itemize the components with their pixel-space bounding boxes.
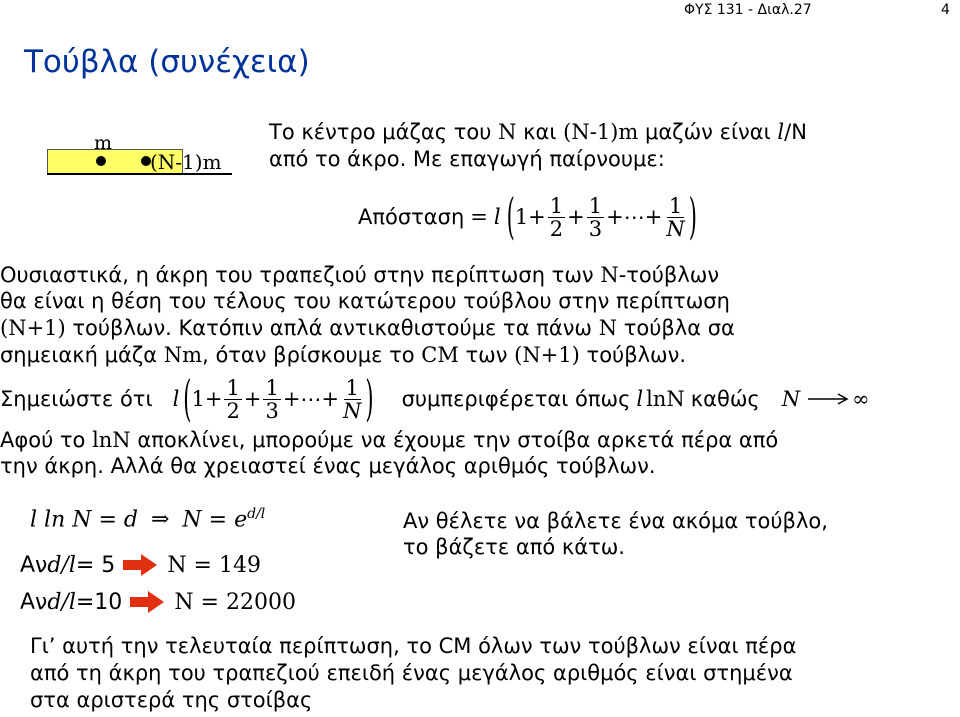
paragraph-line-2: θα είναι η θέση του τέλους του κατώτερου τούβλου στην περίπτωση (0, 289, 730, 313)
intro-line-2: από το άκρο. Με επαγωγή παίρνουμε: (269, 147, 665, 171)
page-number: 4 (941, 2, 950, 18)
paragraph-line-3: (N+1) τούβλων. Κατόπιν απλά αντικαθιστούμε τα πάνω N τούβλα σα (0, 316, 735, 340)
conclusion-line-3: στα αριστερά της στοίβας (30, 688, 313, 712)
side-note-line-2: το βάζετε από κάτω. (403, 535, 625, 559)
distance-equation: Απόσταση = l ( 1+ $\frac{1}{2}$ + $\frac{1}{3}$ +⋯+ $\frac{1}{N}$ ) (358, 189, 697, 245)
paragraph-line-1: Ουσιαστικά, η άκρη του τραπεζιού στην περίπτωση των N-τούβλων (0, 263, 720, 287)
course-header: ΦΥΣ 131 - Διαλ.27 (684, 2, 812, 18)
diverge-line-1: Αφού το lnN αποκλίνει, μπορούμε να έχουμε την στοίβα αρκετά πέρα από (0, 428, 779, 452)
side-note-line-1: Αν θέλετε να βάλετε ένα ακόμα τούβλο, (403, 509, 828, 533)
example-row-2: Αν d/l =10 N = 22000 (20, 589, 296, 615)
diverge-line-2: την άκρη. Αλλά θα χρειαστεί ένας μεγάλος αριθμός τούβλων. (0, 454, 656, 478)
conclusion-line-2: από τη άκρη του τραπεζιού επειδή ένας μεγάλος αριθμός είναι στημένα (30, 661, 793, 685)
intro-line-1: Το κέντρο μάζας του N και (N-1)m μαζών είναι l/N (269, 120, 807, 144)
point-mass-m-dot (96, 156, 106, 166)
red-arrow-icon (128, 589, 168, 615)
label-m: m (94, 132, 113, 154)
example-row-1: Αν d/l = 5 N = 149 (20, 552, 261, 578)
right-arrow-icon (806, 392, 850, 406)
ln-formula: l ln N = d ⇒ $N = e^{d/l}$ (30, 506, 266, 533)
note-line: Σημειώστε ότι l ( 1+ $\frac{1}{2}$ + $\frac{1}{3}$ +⋯+ $\frac{1}{N}$ ) συμπεριφέρεται όπως l lnN καθώς N ∞ (0, 371, 870, 427)
label-n1m: (N-1)m (150, 150, 222, 174)
red-arrow-icon (121, 552, 161, 578)
page-title: Τούβλα (συνέχεια) (24, 44, 310, 80)
conclusion-line-1: Γι’ αυτή την τελευταία περίπτωση, το CM όλων των τούβλων είναι πέρα (30, 634, 797, 658)
paragraph-line-4: σημειακή μάζα Nm, όταν βρίσκουμε το CM των (N+1) τούβλων. (0, 343, 687, 367)
